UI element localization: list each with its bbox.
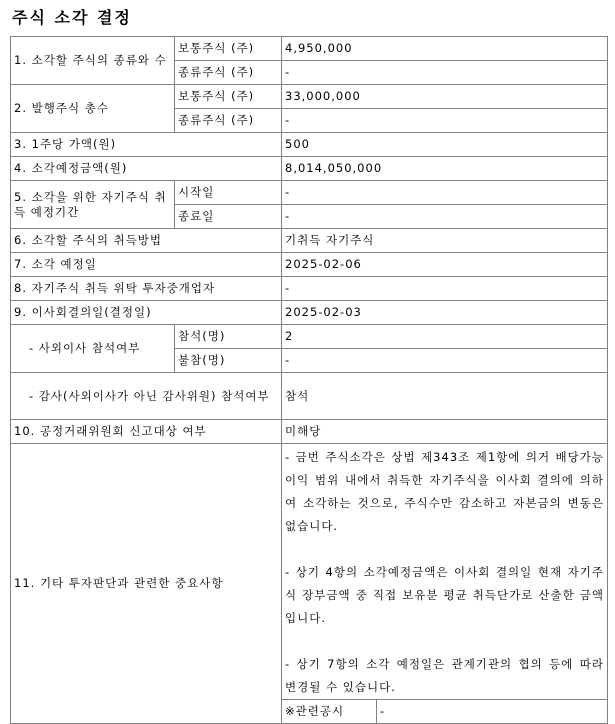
row-label: 9. 이사회결의일(결정일) xyxy=(11,301,282,325)
row-sublabel: 참석(명) xyxy=(175,325,282,349)
page-title: 주식 소각 결정 xyxy=(12,8,132,27)
row-label: - 사외이사 참석여부 xyxy=(11,325,175,373)
note-paragraph: - 상기 7항의 소각 예정일은 관계기관의 협의 등에 따라 변경될 수 있습니다. xyxy=(285,657,604,694)
row-value: 참석 xyxy=(282,373,608,420)
table-row xyxy=(11,85,608,109)
row-label: 11. 기타 투자판단과 관련한 중요사항 xyxy=(11,444,282,724)
row-value: 2025-02-03 xyxy=(282,301,608,325)
row-label: 10. 공정거래위원회 신고대상 여부 xyxy=(11,420,282,444)
row-label: 2. 발행주식 총수 xyxy=(11,85,175,133)
row-value: 500 xyxy=(282,133,608,157)
table-row xyxy=(11,444,608,700)
row-sublabel: 보통주식 (주) xyxy=(175,85,282,109)
row-sublabel: 종류주식 (주) xyxy=(175,61,282,85)
related-disclosure-label: ※관련공시 xyxy=(282,700,377,724)
row-label: 5. 소각을 위한 자기주식 취득 예정기간 xyxy=(11,181,175,229)
row-value: 4,950,000 xyxy=(282,37,608,61)
row-sublabel: 불참(명) xyxy=(175,349,282,373)
row-value-notes xyxy=(282,444,608,700)
row-value: - xyxy=(282,277,608,301)
table-row xyxy=(11,37,608,61)
row-value: 2 xyxy=(282,325,608,349)
table-row xyxy=(11,277,608,301)
row-label: 6. 소각할 주식의 취득방법 xyxy=(11,229,282,253)
row-value: 2025-02-06 xyxy=(282,253,608,277)
table-row xyxy=(11,229,608,253)
note-paragraph: - 상기 4항의 소각예정금액은 이사회 결의일 현재 자기주식 장부금액 중 직접 보유분 평균 취득단가로 산출한 금액입니다. xyxy=(285,565,604,625)
row-value: 33,000,000 xyxy=(282,85,608,109)
row-sublabel: 보통주식 (주) xyxy=(175,37,282,61)
row-value: - xyxy=(282,109,608,133)
row-value: - xyxy=(282,205,608,229)
table-row xyxy=(11,133,608,157)
table-row xyxy=(11,420,608,444)
row-sublabel: 종료일 xyxy=(175,205,282,229)
row-label: 7. 소각 예정일 xyxy=(11,253,282,277)
row-value: - xyxy=(282,181,608,205)
table-row xyxy=(11,181,608,205)
table-row xyxy=(11,325,608,349)
row-value: - xyxy=(282,349,608,373)
row-sublabel: 시작일 xyxy=(175,181,282,205)
row-label: 1. 소각할 주식의 종류와 수 xyxy=(11,37,175,85)
row-value: 기취득 자기주식 xyxy=(282,229,608,253)
table-row xyxy=(11,253,608,277)
row-value: - xyxy=(282,61,608,85)
table-row xyxy=(11,157,608,181)
table-row xyxy=(11,373,608,420)
row-value: 미해당 xyxy=(282,420,608,444)
row-sublabel: 종류주식 (주) xyxy=(175,109,282,133)
row-label: 4. 소각예정금액(원) xyxy=(11,157,282,181)
row-label: - 감사(사외이사가 아닌 감사위원) 참석여부 xyxy=(11,373,282,420)
row-label: 3. 1주당 가액(원) xyxy=(11,133,282,157)
row-value: 8,014,050,000 xyxy=(282,157,608,181)
related-disclosure-value: - xyxy=(377,700,608,724)
row-label: 8. 자기주식 취득 위탁 투자중개업자 xyxy=(11,277,282,301)
note-paragraph: - 금번 주식소각은 상법 제343조 제1항에 의거 배당가능이익 범위 내에서 취득한 자기주식을 이사회 결의에 의하여 소각하는 것으로, 주식수만 감소하고 자본금의 변동은 없습니다. xyxy=(285,450,604,533)
disclosure-table xyxy=(10,36,608,724)
table-row xyxy=(11,301,608,325)
